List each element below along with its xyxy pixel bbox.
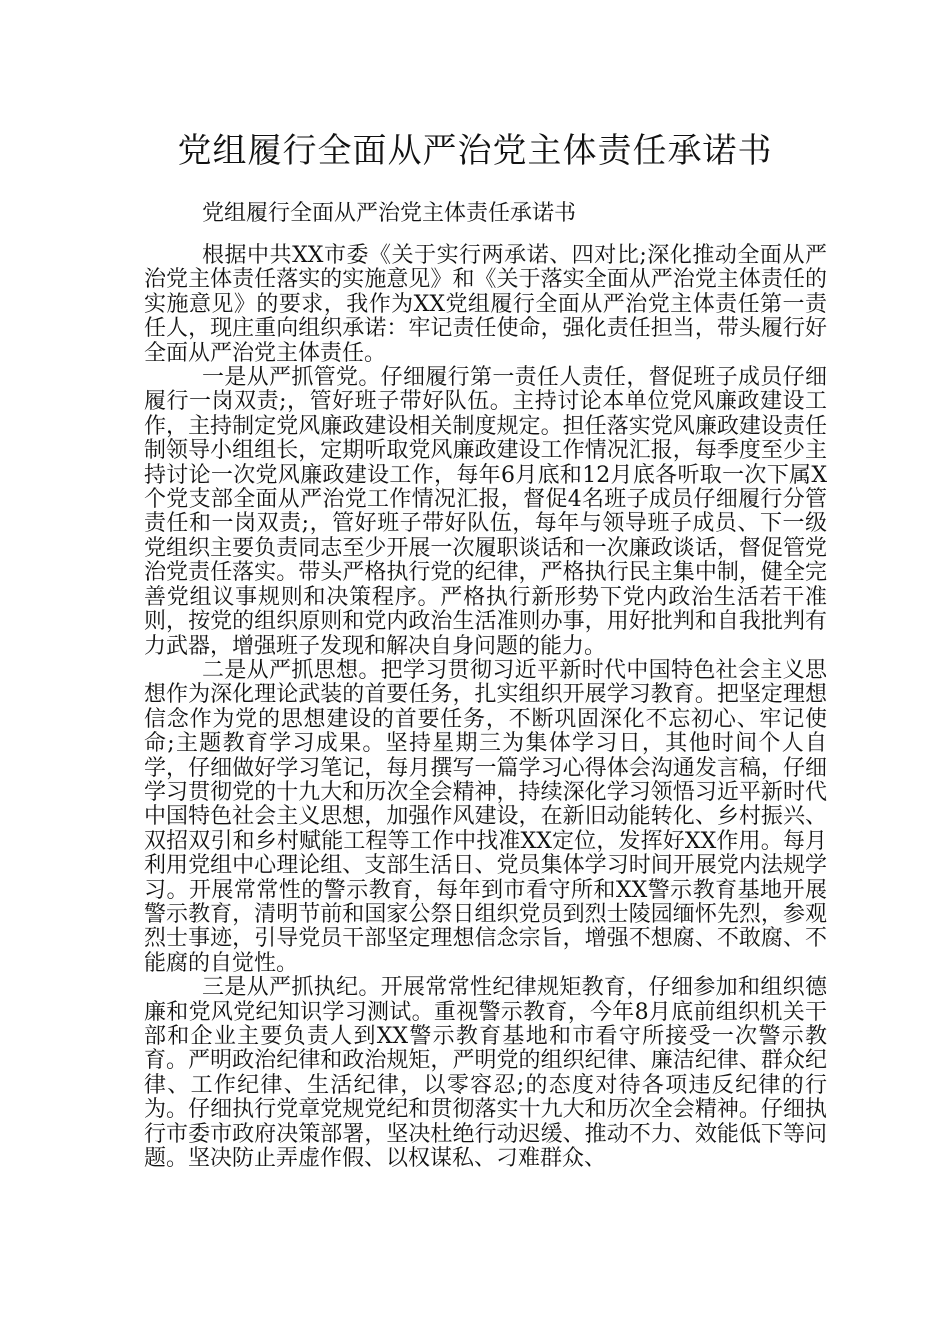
document-body: [144, 244, 827, 1171]
paragraph-ideology: 二是从严抓思想。把学习贯彻习近平新时代中国特色社会主义思想作为深化理论武装的首要任务，扎实组织开展学习教育。把坚定理想信念作为党的思想建设的首要任务，不断巩固深化不忘初心、牢记使命;主题教育学习成果。坚持星期三为集体学习日，其他时间个人自学，仔细做好学习笔记，每月撰写一篇学习心得体会沟通发言稿，仔细学习贯彻党的十九大和历次全会精神，持续深化学习领悟习近平新时代中国特色社会主义思想，加强作风建设，在新旧动能转化、乡村振兴、双招双引和乡村赋能工程等工作中找准XX定位，发挥好XX作用。每月利用党组中心理论组、支部生活日、党员集体学习时间开展党内法规学习。开展常常性的警示教育，每年到市看守所和XX警示教育基地开展警示教育，清明节前和国家公祭日组织党员到烈士陵园缅怀先烈，参观烈士事迹，引导党员干部坚定理想信念宗旨，增强不想腐、不敢腐、不能腐的自觉性。: [144, 657, 827, 976]
paragraph-intro: 根据中共XX市委《关于实行两承诺、四对比;深化推动全面从严治党主体责任落实的实施意见》和《关于落实全面从严治党主体责任的实施意见》的要求，我作为XX党组履行全面从严治党主体责任第一责任人，现庄重向组织承诺：牢记责任使命，强化责任担当，带头履行好全面从严治党主体责任。: [144, 243, 827, 366]
paragraph-discipline: 三是从严抓执纪。开展常常性纪律规矩教育，仔细参加和组织德廉和党风党纪知识学习测试。重视警示教育，今年8月底前组织机关干部和企业主要负责人到XX警示教育基地和市看守所接受一次警示教育。严明政治纪律和政治规矩，严明党的组织纪律、廉洁纪律、群众纪律、工作纪律、生活纪律，以零容忍;的态度对待各项违反纪律的行为。仔细执行党章党规党纪和贯彻落实十九大和历次全会精神。仔细执行市委市政府决策部署，坚决杜绝行动迟缓、推动不力、效能低下等问题。坚决防止弄虚作假、以权谋私、刁难群众、: [144, 975, 827, 1172]
paragraph-management: 一是从严抓管党。仔细履行第一责任人责任，督促班子成员仔细履行一岗双责;，管好班子带好队伍。主持讨论本单位党风廉政建设工作，主持制定党风廉政建设相关制度规定。担任落实党风廉政建设责任制领导小组组长，定期听取党风廉政建设工作情况汇报，每季度至少主持讨论一次党风廉政建设工作，每年6月底和12月底各听取一次下属X个党支部全面从严治党工作情况汇报，督促4名班子成员仔细履行分管责任和一岗双责;，管好班子带好队伍，每年与领导班子成员、下一级党组织主要负责同志至少开展一次履职谈话和一次廉政谈话，督促管党治党责任落实。带头严格执行党的纪律，严格执行民主集中制，健全完善党组议事规则和决策程序。严格执行新形势下党内政治生活若干准则，按党的组织原则和党内政治生活准则办事，用好批判和自我批判有力武器，增强班子发现和解决自身问题的能力。: [144, 365, 827, 659]
document-title: 党组履行全面从严治党主体责任承诺书: [177, 131, 773, 171]
document-subtitle: 党组履行全面从严治党主体责任承诺书: [202, 201, 577, 226]
